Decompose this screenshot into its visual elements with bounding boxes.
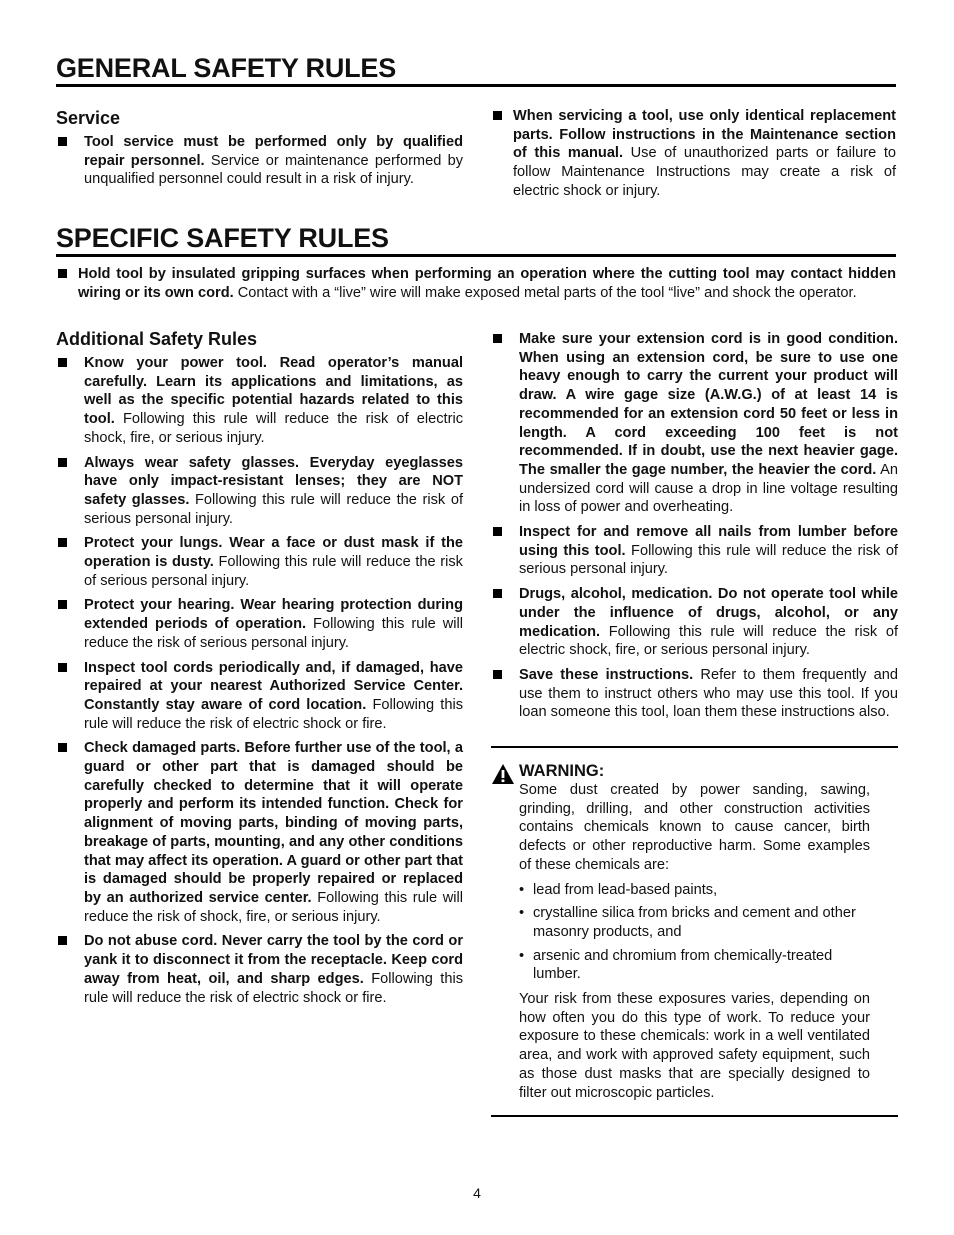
service-column — [56, 107, 463, 195]
square-bullet-icon — [58, 269, 67, 278]
item-text: An undersized cord will cause a drop in line voltage resulting in loss of power and overheating. — [519, 461, 898, 516]
item-bold-text: Know your power tool. Read operator’s manual carefully. Learn its applications and limitations, as well as the specific potential hazards related to this tool. — [84, 355, 463, 428]
item-bold-text: Tool service must be performed only by qualified repair personnel. — [84, 134, 463, 169]
item-text: Following this rule will reduce the risk of electric shock, fire, or serious injury. — [84, 411, 463, 446]
service-column-right — [491, 107, 896, 207]
list-item — [56, 534, 463, 590]
title-rule — [56, 254, 896, 257]
list-item — [56, 932, 463, 1007]
item-bold-text: Hold tool by insulated gripping surfaces when performing an operation where the cutting tool may contact hidden wiring or its own cord. — [78, 266, 896, 301]
item-text: Following this rule will reduce the risk of serious personal injury. — [84, 616, 463, 651]
item-bold-text: Save these instructions. — [519, 666, 694, 683]
list-item — [491, 107, 896, 201]
list-item — [491, 330, 898, 517]
warning-intro: Some dust created by power sanding, sawing, grinding, drilling, and other construction activities contains chemicals known to cause cancer, birth defects or other reproductive harm. Some examples of these chemicals are: — [519, 782, 870, 873]
square-bullet-icon — [58, 538, 67, 547]
square-bullet-icon — [58, 936, 67, 945]
item-bold-text: When servicing a tool, use only identical replacement parts. Follow instructions in the Maintenance section of this manual. — [513, 108, 896, 162]
square-bullet-icon — [493, 111, 502, 120]
square-bullet-icon — [493, 334, 502, 343]
specific-safety-title: SPECIFIC SAFETY RULES — [56, 223, 389, 253]
item-bold-text: Inspect for and remove all nails from lumber before using this tool. — [519, 524, 898, 559]
warning-triangle-icon — [491, 763, 515, 785]
square-bullet-icon — [58, 358, 67, 367]
square-bullet-icon — [493, 670, 502, 679]
warning-top-rule — [491, 746, 898, 748]
additional-rules-right — [491, 330, 898, 728]
item-bold-text: Drugs, alcohol, medication. Do not operate tool while under the influence of drugs, alcohol, or any medication. — [519, 586, 898, 640]
item-text: Service or maintenance performed by unqualified personnel could result in a risk of injury. — [84, 152, 463, 188]
square-bullet-icon — [58, 600, 67, 609]
list-item — [56, 354, 463, 448]
list-item — [56, 739, 463, 926]
warning-outro: Your risk from these exposures varies, depending on how often you do this type of work. To reduce your exposure to these chemicals: work in a well ventilated area, and work with approved safety equipment, such as those dust masks that are specially designed to filter out microscopic particles. — [519, 991, 870, 1101]
specific-intro — [56, 265, 896, 308]
list-item — [56, 596, 463, 652]
item-text: Following this rule will reduce the risk of electric shock, fire, or serious personal injury. — [519, 623, 898, 659]
item-text: Following this rule will reduce the risk of electric shock or fire. — [84, 970, 463, 1006]
page-number: 4 — [473, 1185, 481, 1201]
item-bold-text: Do not abuse cord. Never carry the tool by the cord or yank it to disconnect it from the receptacle. Keep cord away from heat, oil, and sharp edges. — [84, 933, 463, 987]
item-bold-text: Inspect tool cords periodically and, if damaged, have repaired at your nearest Authorized Service Center. Constantly stay aware of cord location. — [84, 659, 463, 713]
warning-list-item: • crystalline silica from bricks and cement and other masonry products, and — [519, 904, 870, 941]
warning-bottom-rule — [491, 1115, 898, 1117]
item-text: Contact with a “live” wire will make exposed metal parts of the tool “live” and shock the operator. — [233, 284, 857, 301]
list-item — [56, 659, 463, 734]
square-bullet-icon — [493, 589, 502, 598]
item-text: Use of unauthorized parts or failure to follow Maintenance Instructions may create a risk of electric shock or injury. — [513, 145, 896, 199]
list-item — [491, 585, 898, 660]
item-text: Following this rule will reduce the risk of shock, fire, or serious injury. — [84, 889, 463, 925]
warning-list-item: • arsenic and chromium from chemically-treated lumber. — [519, 947, 870, 984]
warning-box — [519, 761, 870, 1102]
square-bullet-icon — [58, 663, 67, 672]
list-item — [491, 523, 898, 579]
list-item — [491, 666, 898, 722]
item-text: Following this rule will reduce the risk of serious personal injury. — [519, 542, 898, 578]
item-bold-text: Make sure your extension cord is in good condition. When using an extension cord, be sure to use one heavy enough to carry the current your product will draw. A wire gage size (A.W.G.) of at least 14 is recommended for an extension cord 50 feet or less in length. A cord exceeding 100 feet is not recommended. If in doubt, use the next heavier gage. The smaller the gage number, the heavier the cord. — [519, 331, 898, 478]
title-rule — [56, 84, 896, 87]
list-item — [56, 265, 896, 302]
service-heading: Service — [56, 108, 121, 128]
list-item — [56, 133, 463, 189]
additional-rules-heading: Additional Safety Rules — [56, 329, 258, 349]
item-text: Following this rule will reduce the risk of serious personal injury. — [84, 491, 463, 527]
warning-list-item: • lead from lead-based paints, — [519, 881, 870, 900]
warning-title: WARNING: — [519, 762, 605, 780]
item-text: Refer to them frequently and use them to instruct others who may use this tool. If you loan someone this tool, loan them these instructions also. — [519, 666, 898, 721]
square-bullet-icon — [58, 743, 67, 752]
item-bold-text: Check damaged parts. Before further use of the tool, a guard or other part that is damaged should be carefully checked to determine that it will operate properly and perform its intended function. Check for alignment of moving parts, binding of moving parts, breakage of parts, mounting, and any other conditions that may affect its operation. A guard or other part that is damaged should be properly repaired or replaced by an authorized service center. — [84, 740, 463, 906]
list-item — [56, 454, 463, 529]
square-bullet-icon — [58, 137, 67, 146]
item-bold-text: Protect your lungs. Wear a face or dust mask if the operation is dusty. — [84, 535, 463, 571]
general-safety-title: GENERAL SAFETY RULES — [56, 53, 397, 83]
item-text: Following this rule will reduce the risk of electric shock or fire. — [84, 696, 463, 732]
additional-rules-left — [56, 328, 463, 1013]
item-text: Following this rule will reduce the risk of serious personal injury. — [84, 554, 463, 589]
square-bullet-icon — [493, 527, 502, 536]
item-bold-text: Protect your hearing. Wear hearing protection during extended periods of operation. — [84, 597, 463, 633]
item-bold-text: Always wear safety glasses. Everyday eyeglasses have only impact-resistant lenses; they are NOT safety glasses. — [84, 454, 463, 508]
square-bullet-icon — [58, 458, 67, 467]
